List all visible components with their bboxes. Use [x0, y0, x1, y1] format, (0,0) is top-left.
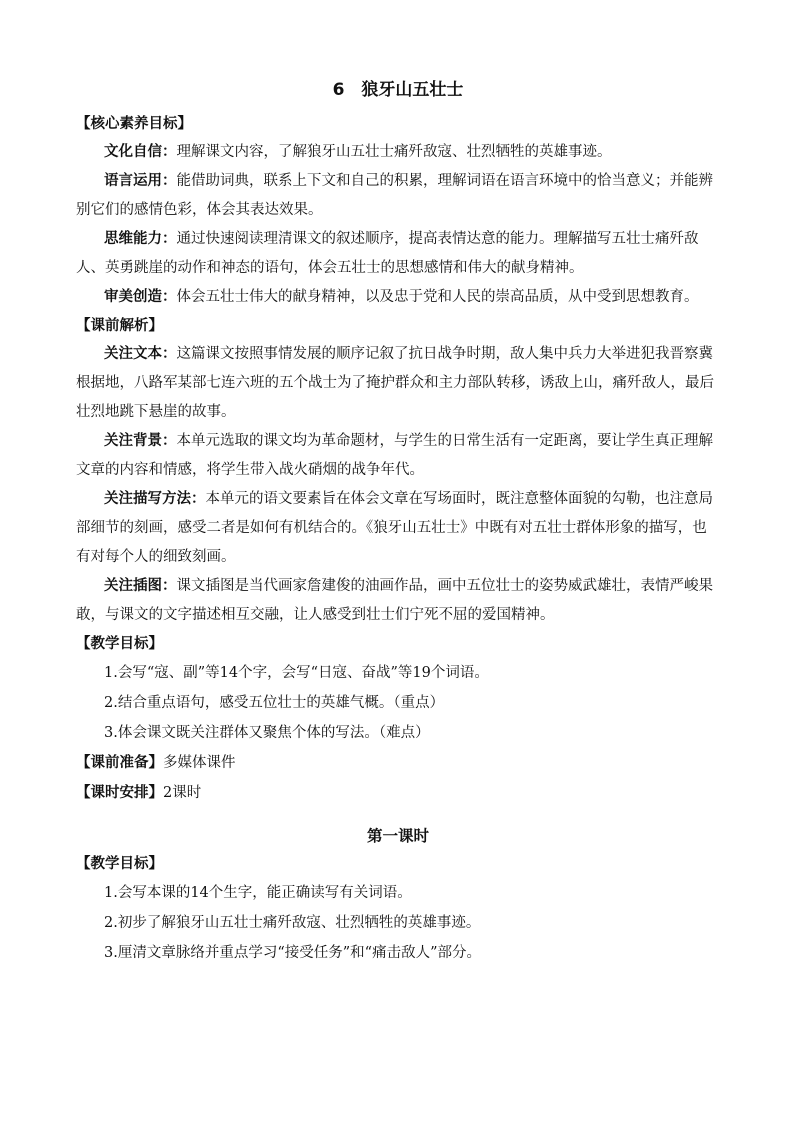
preparation-heading: 【课前准备】	[76, 755, 163, 771]
pre-analysis-heading: 【课前解析】	[76, 318, 163, 334]
core-goal-label: 思维能力：	[104, 231, 177, 247]
lesson1-goal-item: 2.初步了解狼牙山五壮士痛歼敌寇、壮烈牺牲的英雄事迹。	[104, 915, 481, 931]
lesson1-goal-item: 1.会写本课的14个生字，能正确读写有关词语。	[104, 885, 412, 901]
teaching-goals-section	[76, 630, 720, 748]
core-goal-text: 能借助词典，联系上下文和自己的积累，理解词语在语言环境中的恰当意义；并能辨别它们的感情色彩，体会其表达效果。	[76, 173, 713, 218]
core-goals-heading: 【核心素养目标】	[76, 116, 192, 132]
teaching-goals-heading: 【教学目标】	[76, 636, 163, 652]
preparation-row	[76, 748, 720, 778]
pre-analysis-label: 关注背景：	[104, 433, 177, 449]
lesson1-goal-item: 3.厘清文章脉络并重点学习“接受任务”和“痛击敌人”部分。	[104, 945, 481, 961]
core-goal-label: 文化自信：	[104, 144, 177, 160]
schedule-row	[76, 778, 720, 808]
core-goal-label: 审美创造：	[104, 289, 177, 305]
pre-analysis-label: 关注描写方法：	[104, 491, 206, 507]
teaching-goal-item: 1.会写“寇、副”等14个字，会写“日寇、奋战”等19个词语。	[104, 665, 489, 681]
lesson1-title: 第一课时	[366, 827, 429, 845]
lesson1-goals-heading: 【教学目标】	[76, 856, 163, 872]
schedule-text: 2课时	[163, 785, 202, 801]
core-goal-text: 理解课文内容，了解狼牙山五壮士痛歼敌寇、壮烈牺牲的英雄事迹。	[176, 144, 612, 160]
core-goal-label: 语言运用：	[104, 173, 177, 189]
pre-analysis-paragraph	[76, 572, 720, 630]
pre-analysis-text: 课文插图是当代画家詹建俊的油画作品，画中五位壮士的姿势威武雄壮，表情严峻果敢，与课文的文字描述相互交融，让人感受到壮士们宁死不屈的爱国精神。	[76, 578, 713, 623]
pre-analysis-text: 这篇课文按照事情发展的顺序记叙了抗日战争时期，敌人集中兵力大举进犯我晋察冀根据地，八路军某部七连六班的五个战士为了掩护群众和主力部队转移，诱敌上山，痛歼敌人，最后壮烈地跳下悬崖的故事。	[76, 346, 714, 420]
lesson1-section	[76, 822, 720, 968]
core-goal-paragraph	[76, 283, 720, 312]
document-title: 6 狼牙山五壮士	[332, 80, 464, 100]
pre-analysis-label: 关注文本：	[104, 346, 177, 362]
pre-analysis-paragraph	[76, 340, 720, 427]
core-goal-text: 体会五壮士伟大的献身精神，以及忠于党和人民的崇高品质，从中受到思想教育。	[176, 289, 699, 305]
core-goal-paragraph	[76, 225, 720, 283]
core-goal-text: 通过快速阅读理清课文的叙述顺序，提高表情达意的能力。理解描写五壮士痛歼敌人、英勇跳崖的动作和神态的语句，体会五壮士的思想感情和伟大的献身精神。	[76, 231, 699, 276]
core-goal-paragraph	[76, 138, 720, 167]
pre-analysis-text: 本单元的语文要素旨在体会文章在写场面时，既注意整体面貌的勾勒，也注意局部细节的刻画，感受二者是如何有机结合的。《狼牙山五壮士》中既有对五壮士群体形象的描写，也有对每个人的细致刻画。	[76, 491, 713, 565]
core-goal-paragraph	[76, 167, 720, 225]
pre-analysis-label: 关注插图：	[104, 578, 177, 594]
preparation-text: 多媒体课件	[163, 755, 236, 771]
pre-analysis-paragraph	[76, 485, 720, 572]
pre-analysis-paragraph	[76, 427, 720, 485]
pre-analysis-section	[76, 312, 720, 630]
document-content	[76, 74, 720, 968]
schedule-heading: 【课时安排】	[76, 785, 163, 801]
teaching-goal-item: 2.结合重点语句，感受五位壮士的英雄气概。（重点）	[104, 695, 445, 711]
teaching-goal-item: 3.体会课文既关注群体又聚焦个体的写法。（难点）	[104, 725, 430, 741]
pre-analysis-text: 本单元选取的课文均为革命题材，与学生的日常生活有一定距离，要让学生真正理解文章的内容和情感，将学生带入战火硝烟的战争年代。	[76, 433, 713, 478]
core-goals-section	[76, 110, 720, 312]
